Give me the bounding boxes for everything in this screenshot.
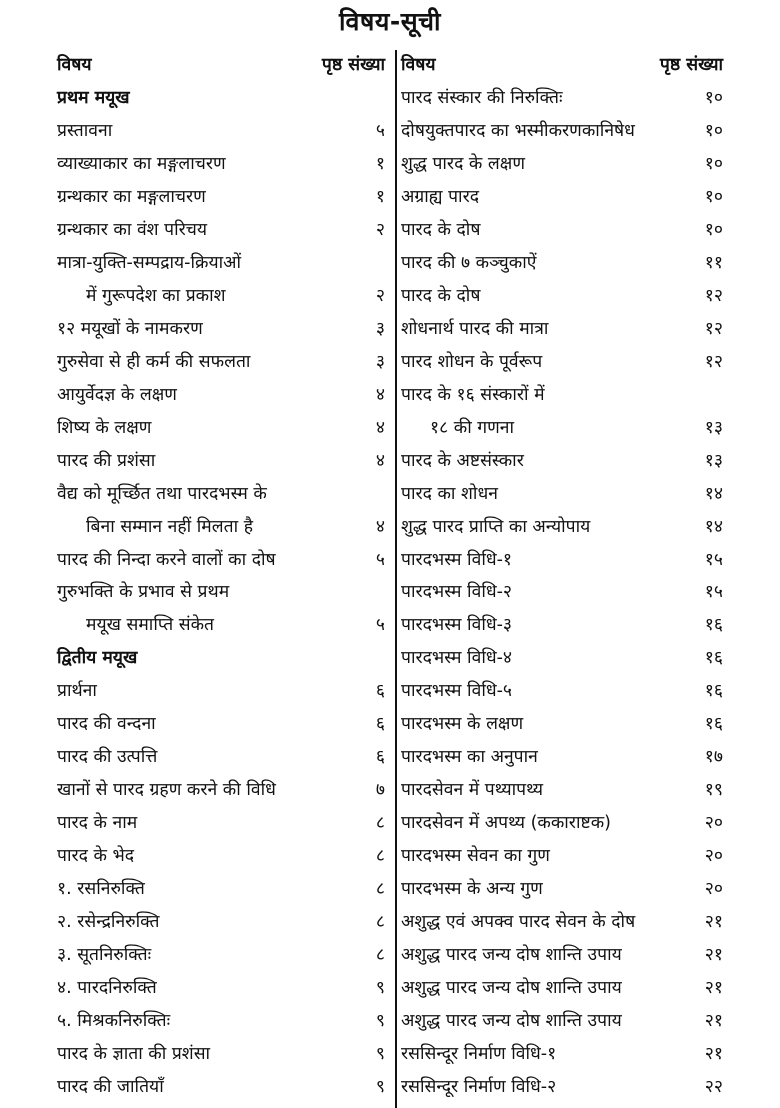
toc-entry-label: मयूख समाप्ति संकेत <box>86 615 215 636</box>
toc-entry <box>401 476 723 509</box>
toc-entry <box>401 147 723 180</box>
toc-entry <box>401 839 723 872</box>
toc-entry-label: ५. मिश्रकनिरुक्तिः <box>57 1010 171 1031</box>
toc-entry-label: अशुद्ध पारद जन्य दोष शान्ति उपाय <box>401 1010 622 1031</box>
toc-entry-label: ग्रन्थकार का मङ्गलाचरण <box>57 187 206 208</box>
toc-entry-label: पारद के नाम <box>57 813 138 834</box>
toc-entry-page: १३ <box>704 450 723 471</box>
toc-entry-page: १९ <box>704 780 723 801</box>
toc-entry-page: १६ <box>704 714 723 735</box>
toc-entry <box>401 806 723 839</box>
toc-entry-label: पारद की उत्पत्ति <box>57 747 158 768</box>
toc-entry <box>57 114 385 147</box>
toc-entry-page: ६ <box>375 747 385 768</box>
toc-entry-label: १२ मयूखों के नामकरण <box>57 318 203 339</box>
toc-entry <box>57 674 385 707</box>
toc-entry-page: २१ <box>704 977 723 998</box>
toc-entry <box>401 1069 723 1102</box>
toc-entry <box>57 839 385 872</box>
toc-entry <box>401 871 723 904</box>
toc-entry-page: २१ <box>704 944 723 965</box>
toc-entry <box>401 443 723 476</box>
toc-entry-page: ८ <box>375 911 385 932</box>
toc-entry-label: पारद की ७ कञ्चुकाऐं <box>401 253 537 274</box>
toc-entry <box>57 147 385 180</box>
toc-entry-page: ५ <box>375 549 385 570</box>
toc-entry-label: पारद के अष्टसंस्कार <box>401 450 524 471</box>
toc-entry-label: शोधनार्थ पारद की मात्रा <box>401 318 549 339</box>
toc-entry-label: गुरुभक्ति के प्रभाव से प्रथम <box>57 582 230 603</box>
toc-entry-page: ९ <box>375 1043 385 1064</box>
toc-entry-page: १२ <box>704 318 723 339</box>
toc-entry-label: शुद्ध पारद के लक्षण <box>401 154 525 175</box>
toc-entry-label: २. रसेन्द्रनिरुक्ति <box>57 911 160 932</box>
toc-section-heading <box>57 81 385 114</box>
toc-entry-page: २१ <box>704 1010 723 1031</box>
toc-entry-label: पारद के दोष <box>401 220 481 241</box>
toc-entry-page: १६ <box>704 648 723 669</box>
toc-entry <box>57 1069 385 1102</box>
toc-entry <box>57 1036 385 1069</box>
toc-entry <box>57 740 385 773</box>
toc-entry <box>57 410 385 443</box>
toc-entry <box>401 542 723 575</box>
toc-entry <box>401 773 723 806</box>
toc-entry <box>57 476 385 509</box>
toc-entry-page: ४ <box>375 417 385 438</box>
toc-entry <box>57 246 385 279</box>
toc-entry-page: ८ <box>375 944 385 965</box>
toc-entry-page: ४ <box>375 516 385 537</box>
toc-entry-page: ८ <box>375 878 385 899</box>
toc-entry-label: वैद्य को मूर्च्छित तथा पारदभस्म के <box>57 483 267 504</box>
toc-entry-label: पारदभस्म विधि-४ <box>401 648 513 669</box>
toc-entry <box>57 871 385 904</box>
toc-entry-label: पारद के ज्ञाता की प्रशंसा <box>57 1043 211 1064</box>
toc-entry-page: ६ <box>375 681 385 702</box>
toc-entry-label: पारदसेवन में पथ्यापथ्य <box>401 780 544 801</box>
toc-entry-label: पारदभस्म सेवन का गुण <box>401 845 550 866</box>
toc-entry-page: २० <box>704 813 723 834</box>
header-page-number: पृष्ठ संख्या <box>659 55 723 76</box>
toc-entry <box>401 410 723 443</box>
toc-entry <box>57 312 385 345</box>
toc-entry <box>57 1003 385 1036</box>
toc-entry-label: पारदभस्म के लक्षण <box>401 714 524 735</box>
toc-entry <box>401 937 723 970</box>
toc-entry-label: पारदभस्म के अन्य गुण <box>401 878 543 899</box>
toc-entry <box>401 509 723 542</box>
toc-entry <box>401 575 723 608</box>
toc-entry-page: ७ <box>375 780 385 801</box>
toc-entry <box>57 279 385 312</box>
toc-entry-label: ४. पारदनिरुक्ति <box>57 977 157 998</box>
page-title: विषय-सूची <box>339 7 441 36</box>
toc-entry-label: व्याख्याकार का मङ्गलाचरण <box>57 154 226 175</box>
header-subject: विषय <box>57 55 92 76</box>
toc-entry-label: पारद संस्कार की निरुक्तिः <box>401 88 563 109</box>
toc-entry-page: ६ <box>375 714 385 735</box>
toc-entry-label: शुद्ध पारद प्राप्ति का अन्योपाय <box>401 516 591 537</box>
toc-entry <box>401 114 723 147</box>
toc-entry-page: १० <box>704 121 723 142</box>
toc-entry-label: प्रथम मयूख <box>57 88 130 109</box>
toc-entry-page: ९ <box>375 1010 385 1031</box>
toc-left-list <box>57 81 385 1102</box>
toc-entry <box>401 279 723 312</box>
toc-entry-label: रससिन्दूर निर्माण विधि-१ <box>401 1043 557 1064</box>
toc-entry <box>401 1003 723 1036</box>
toc-entry-page: ४ <box>375 450 385 471</box>
toc-entry-page: १५ <box>704 549 723 570</box>
toc-entry <box>57 344 385 377</box>
toc-entry-label: पारद के १६ संस्कारों में <box>401 384 545 405</box>
toc-entry <box>401 904 723 937</box>
toc-entry-label: अशुद्ध पारद जन्य दोष शान्ति उपाय <box>401 977 622 998</box>
toc-entry-page: ५ <box>375 615 385 636</box>
column-divider <box>395 50 397 1108</box>
toc-entry-label: १८ की गणना <box>430 417 515 438</box>
toc-entry-label: अशुद्ध एवं अपक्व पारद सेवन के दोष <box>401 911 636 932</box>
toc-entry-label: प्रार्थना <box>57 681 97 702</box>
toc-entry-label: खानों से पारद ग्रहण करने की विधि <box>57 780 276 801</box>
toc-entry <box>57 904 385 937</box>
toc-entry-page: १४ <box>704 516 723 537</box>
toc-right-column <box>401 48 723 1102</box>
toc-entry <box>57 377 385 410</box>
toc-entry-page: ९ <box>375 977 385 998</box>
toc-entry-label: अग्राह्य पारद <box>401 187 480 208</box>
header-page-number: पृष्ठ संख्या <box>321 55 385 76</box>
toc-entry-page: ११ <box>704 253 723 274</box>
toc-section-heading <box>57 641 385 674</box>
toc-entry <box>401 344 723 377</box>
toc-entry <box>401 81 723 114</box>
toc-entry-page: २१ <box>704 911 723 932</box>
toc-entry-label: ३. सूतनिरुक्तिः <box>57 944 152 965</box>
toc-entry <box>401 1036 723 1069</box>
toc-entry-label: मात्रा-युक्ति-सम्पद्राय-क्रियाओं <box>57 253 242 274</box>
toc-entry-page: २० <box>704 845 723 866</box>
toc-entry <box>57 806 385 839</box>
toc-entry <box>401 970 723 1003</box>
toc-entry-page: १३ <box>704 417 723 438</box>
toc-entry-label: शिष्य के लक्षण <box>57 417 152 438</box>
toc-entry-label: १. रसनिरुक्ति <box>57 878 145 899</box>
toc-entry <box>57 509 385 542</box>
toc-entry-label: पारद शोधन के पूर्वरूप <box>401 351 543 372</box>
toc-entry-page: २२ <box>704 1076 723 1097</box>
toc-entry-page: २१ <box>704 1043 723 1064</box>
toc-entry-label: बिना सम्मान नहीं मिलता है <box>86 516 253 537</box>
toc-entry-label: पारदभस्म विधि-२ <box>401 582 513 603</box>
toc-entry <box>401 246 723 279</box>
toc-entry-page: २ <box>375 220 385 241</box>
toc-entry <box>57 213 385 246</box>
toc-entry <box>401 180 723 213</box>
toc-entry-label: पारद की वन्दना <box>57 714 156 735</box>
toc-entry-label: पारद के दोष <box>401 286 481 307</box>
toc-entry-label: ग्रन्थकार का वंश परिचय <box>57 220 208 241</box>
toc-entry-label: दोषयुक्तपारद का भस्मीकरणकानिषेध <box>401 121 635 142</box>
toc-entry-page: २ <box>375 286 385 307</box>
toc-entry-page: ५ <box>375 121 385 142</box>
toc-entry <box>57 608 385 641</box>
toc-entry <box>401 641 723 674</box>
toc-entry-page: ३ <box>375 318 385 339</box>
toc-entry-page: २० <box>704 878 723 899</box>
toc-entry <box>401 213 723 246</box>
toc-entry-page: १२ <box>704 351 723 372</box>
toc-entry-page: १२ <box>704 286 723 307</box>
toc-entry-label: पारदभस्म विधि-३ <box>401 615 513 636</box>
toc-entry <box>57 575 385 608</box>
toc-entry <box>57 443 385 476</box>
toc-entry-page: ३ <box>375 351 385 372</box>
toc-entry-page: ८ <box>375 813 385 834</box>
toc-entry <box>401 608 723 641</box>
toc-entry <box>401 312 723 345</box>
toc-entry-page: १५ <box>704 582 723 603</box>
toc-entry-page: १० <box>704 220 723 241</box>
toc-entry-label: पारद की जातियाँ <box>57 1076 164 1097</box>
toc-entry-page: ४ <box>375 384 385 405</box>
toc-entry-label: पारदभस्म विधि-५ <box>401 681 513 702</box>
toc-entry-label: पारदसेवन में अपथ्य (ककाराष्टक) <box>401 813 611 834</box>
toc-entry-page: १० <box>704 88 723 109</box>
toc-entry <box>401 674 723 707</box>
toc-left-column <box>57 48 385 1102</box>
column-header <box>401 48 723 81</box>
toc-entry-label: अशुद्ध पारद जन्य दोष शान्ति उपाय <box>401 944 622 965</box>
toc-entry-label: रससिन्दूर निर्माण विधि-२ <box>401 1076 557 1097</box>
toc-entry-page: ८ <box>375 845 385 866</box>
toc-entry <box>57 542 385 575</box>
toc-entry-page: १ <box>375 154 385 175</box>
toc-entry-label: प्रस्तावना <box>57 121 113 142</box>
toc-entry-label: पारद की प्रशंसा <box>57 450 156 471</box>
column-header <box>57 48 385 81</box>
toc-entry-page: १६ <box>704 681 723 702</box>
toc-entry-page: १ <box>375 187 385 208</box>
toc-entry-page: १६ <box>704 615 723 636</box>
toc-entry-label: पारदभस्म का अनुपान <box>401 747 538 768</box>
toc-entry-label: आयुर्वेदज्ञ के लक्षण <box>57 384 177 405</box>
toc-entry-label: में गुरूपदेश का प्रकाश <box>86 286 226 307</box>
header-subject: विषय <box>401 55 436 76</box>
toc-entry-label: पारद का शोधन <box>401 483 498 504</box>
toc-entry <box>57 773 385 806</box>
toc-entry-page: ९ <box>375 1076 385 1097</box>
toc-entry-label: गुरुसेवा से ही कर्म की सफलता <box>57 351 251 372</box>
toc-entry <box>57 970 385 1003</box>
toc-entry <box>401 377 723 410</box>
toc-entry-label: पारद के भेद <box>57 845 135 866</box>
toc-entry-label: पारदभस्म विधि-१ <box>401 549 513 570</box>
toc-entry-label: पारद की निन्दा करने वालों का दोष <box>57 549 276 570</box>
toc-entry-page: १४ <box>704 483 723 504</box>
toc-entry <box>401 740 723 773</box>
toc-entry <box>401 707 723 740</box>
toc-entry-page: १० <box>704 154 723 175</box>
toc-right-list <box>401 81 723 1102</box>
toc-entry-page: १० <box>704 187 723 208</box>
toc-entry <box>57 707 385 740</box>
toc-entry-page: १७ <box>704 747 723 768</box>
toc-entry <box>57 937 385 970</box>
toc-entry-label: द्वितीय मयूख <box>57 648 138 669</box>
toc-entry <box>57 180 385 213</box>
